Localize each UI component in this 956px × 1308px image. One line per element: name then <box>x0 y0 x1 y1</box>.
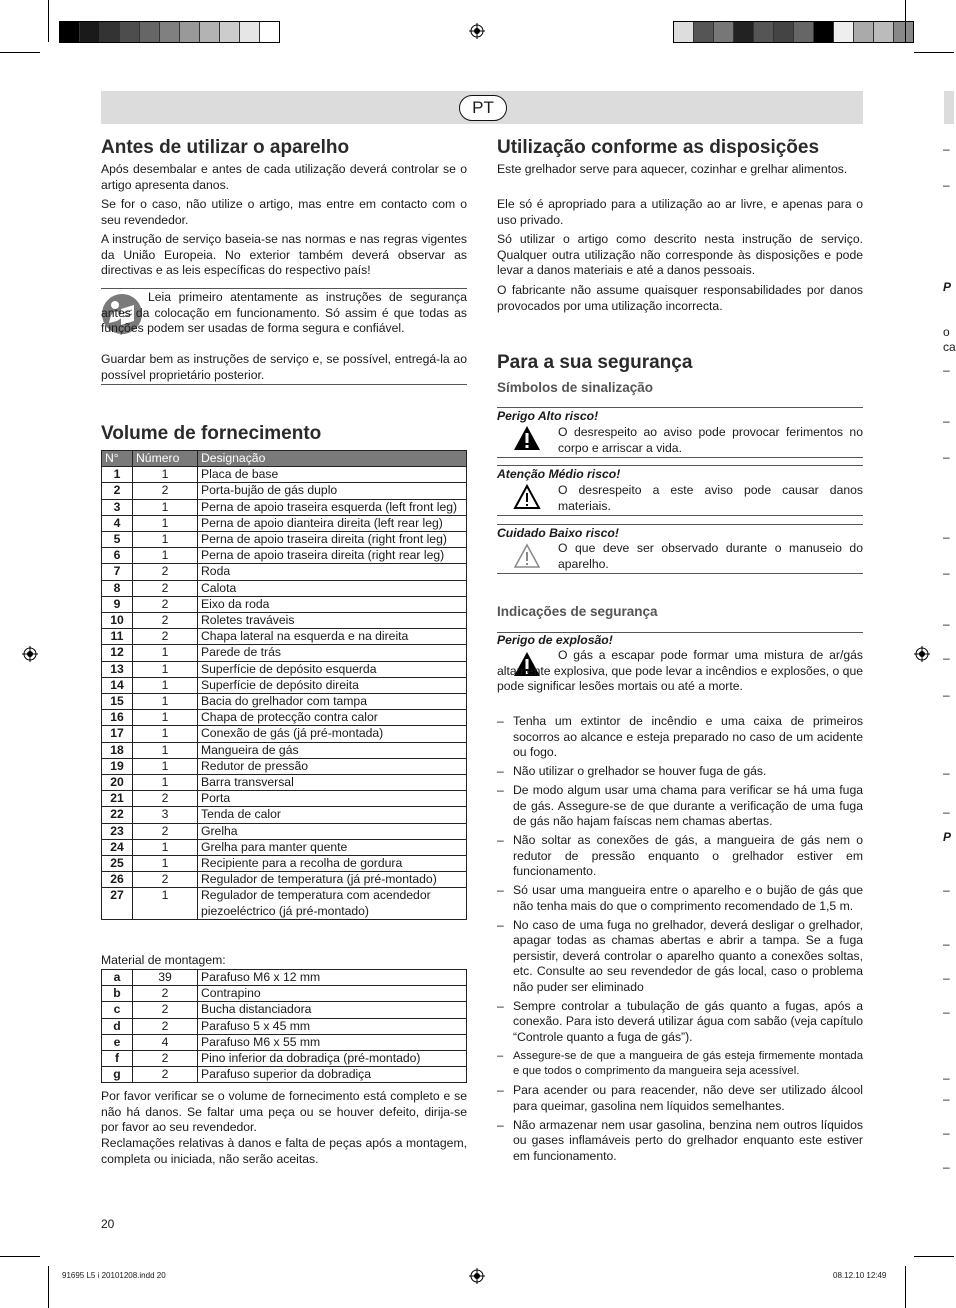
explosion-warning-text: O gás a escapar pode formar uma mistura de ar/gás altamente explosiva, que pode levar a incêndios e explosões, o que pode significar lesões mortais ou até a morte. <box>497 648 863 693</box>
warning-title-low: Cuidado Baixo risco! <box>497 526 619 540</box>
description-cell: Contrapino <box>198 986 467 1002</box>
quantity-cell: 1 <box>133 532 198 548</box>
item-number-cell: 8 <box>102 580 133 596</box>
list-item: – Assegure-se de que a mangueira de gás esteja firmemente montada e que todos o comprimento da mangueira seja acessível. <box>497 1049 863 1080</box>
quantity-cell: 2 <box>133 1002 198 1018</box>
item-number-cell: 9 <box>102 596 133 612</box>
quantity-cell: 1 <box>133 839 198 855</box>
registration-mark-icon <box>469 23 485 39</box>
divider <box>497 407 863 408</box>
quantity-cell: 1 <box>133 710 198 726</box>
description-cell: Parafuso 5 x 45 mm <box>198 1018 467 1034</box>
heading-before-use: Antes de utilizar o aparelho <box>101 137 350 158</box>
paragraph: Reclamações relativas à danos e falta de peças após a montagem, completa ou iniciada, não serão aceitas. <box>101 1136 467 1166</box>
page-number: 20 <box>101 1217 115 1231</box>
quantity-cell: 2 <box>133 629 198 645</box>
next-page-fragment: – <box>943 530 950 544</box>
item-number-cell: d <box>102 1018 133 1034</box>
quantity-cell: 2 <box>133 872 198 888</box>
table-row <box>102 483 467 499</box>
table-row <box>102 1002 467 1018</box>
item-number-cell: 14 <box>102 677 133 693</box>
next-page-fragment: – <box>943 142 950 156</box>
table-row <box>102 515 467 531</box>
registration-mark-icon <box>469 1268 485 1284</box>
quantity-cell: 2 <box>133 564 198 580</box>
table-row <box>102 1067 467 1083</box>
registration-mark-icon <box>914 646 930 662</box>
paragraph: Por favor verificar se o volume de fornecimento está completo e se não há danos. Se faltar uma peça ou se houver defeito, dirija-se por favor ao seu revendedor. <box>101 1089 467 1134</box>
next-page-fragment: – <box>943 651 950 665</box>
item-number-cell: 3 <box>102 499 133 515</box>
item-number-cell: 11 <box>102 629 133 645</box>
quantity-cell: 1 <box>133 742 198 758</box>
description-cell: Parede de trás <box>198 645 467 661</box>
warning-title-medium: Atenção Médio risco! <box>497 467 621 481</box>
table-row <box>102 986 467 1002</box>
divider <box>497 515 863 516</box>
paragraph: Só utilizar o artigo como descrito nesta instrução de serviço. Qualquer outra utilização não corresponde às disposições e pode levar a danos materiais e até a danos pessoais. <box>497 232 863 277</box>
description-cell: Conexão de gás (já pré-montada) <box>198 726 467 742</box>
warning-title-high: Perigo Alto risco! <box>497 409 599 423</box>
crop-mark <box>0 52 40 53</box>
table-row <box>102 758 467 774</box>
description-cell: Parafuso superior da dobradiça <box>198 1067 467 1083</box>
next-page-fragment: – <box>943 1092 950 1106</box>
header-bar-next-page <box>944 91 954 124</box>
paragraph: Este grelhador serve para aquecer, cozinhar e grelhar alimentos. <box>497 162 848 176</box>
description-cell: Porta-bujão de gás duplo <box>198 483 467 499</box>
description-cell: Perna de apoio dianteira direita (left rear leg) <box>198 515 467 531</box>
next-page-fragment: – <box>943 1071 950 1085</box>
table-row <box>102 629 467 645</box>
subheading-safety-notes: Indicações de segurança <box>497 604 658 619</box>
material-label: Material de montagem: <box>101 953 226 967</box>
description-cell: Perna de apoio traseira direita (right rear leg) <box>198 548 467 564</box>
description-cell: Grelha <box>198 823 467 839</box>
table-row <box>102 548 467 564</box>
footer-date: 08.12.10 12:49 <box>833 1271 887 1280</box>
table-row <box>102 1051 467 1067</box>
table-row <box>102 970 467 986</box>
crop-mark <box>905 1266 906 1308</box>
description-cell: Roletes traváveis <box>198 613 467 629</box>
quantity-cell: 2 <box>133 596 198 612</box>
item-number-cell: 15 <box>102 694 133 710</box>
quantity-cell: 1 <box>133 758 198 774</box>
description-cell: Barra transversal <box>198 775 467 791</box>
paragraph: O fabricante não assume quaisquer responsabilidades por danos provocados por uma utilização incorrecta. <box>497 283 863 313</box>
quantity-cell: 2 <box>133 986 198 1002</box>
table-row <box>102 726 467 742</box>
quantity-cell: 2 <box>133 1067 198 1083</box>
divider <box>497 524 863 525</box>
quantity-cell: 1 <box>133 645 198 661</box>
description-cell: Perna de apoio traseira direita (right front leg) <box>198 532 467 548</box>
table-row <box>102 645 467 661</box>
next-page-fragment: – <box>943 937 950 951</box>
item-number-cell: a <box>102 970 133 986</box>
quantity-cell: 1 <box>133 661 198 677</box>
description-cell: Redutor de pressão <box>198 758 467 774</box>
list-item: – Tenha um extintor de incêndio e uma caixa de primeiros socorros ao alcance e esteja preparado no caso de um acidente ou fogo. <box>497 714 863 761</box>
table-row <box>102 596 467 612</box>
description-cell: Placa de base <box>198 467 467 483</box>
crop-mark <box>48 1266 49 1308</box>
description-cell: Bucha distanciadora <box>198 1002 467 1018</box>
description-cell: Chapa lateral na esquerda e na direita <box>198 629 467 645</box>
table-row <box>102 839 467 855</box>
subheading-signal-symbols: Símbolos de sinalização <box>497 380 654 395</box>
quantity-cell: 1 <box>133 888 198 919</box>
description-cell: Mangueira de gás <box>198 742 467 758</box>
table-row <box>102 1018 467 1034</box>
next-page-fragment: – <box>943 688 950 702</box>
list-item: – Só usar uma mangueira entre o aparelho e o bujão de gás que não tenha mais do que o comprimento recomendado de 1,5 m. <box>497 883 863 914</box>
item-number-cell: f <box>102 1051 133 1067</box>
description-cell: Calota <box>198 580 467 596</box>
next-page-fragment: – <box>943 363 950 377</box>
registration-mark-icon <box>22 646 38 662</box>
table-row <box>102 499 467 515</box>
item-number-cell: 2 <box>102 483 133 499</box>
quantity-cell: 2 <box>133 613 198 629</box>
note-read-instructions: Leia primeiro atentamente as instruções de segurança antes da colocação em funcionamento. Só assim é que todas as funções podem ser usadas de forma segura e confiável. <box>101 290 467 335</box>
item-number-cell: 10 <box>102 613 133 629</box>
quantity-cell: 1 <box>133 467 198 483</box>
table-row <box>102 661 467 677</box>
table-row <box>102 742 467 758</box>
description-cell: Regulador de temperatura (já pré-montado) <box>198 872 467 888</box>
quantity-cell: 2 <box>133 1018 198 1034</box>
crop-mark <box>905 0 906 42</box>
next-page-fragment: – <box>943 766 950 780</box>
table-row <box>102 677 467 693</box>
list-item: – No caso de uma fuga no grelhador, deverá desligar o grelhador, apagar todas as chamas abertas e abrir a tampa. Se a fuga persistir, deverá controlar o aparelho quanto a conexões soltas, etc. Consulte ao seu revendedor de gás local, caso o problema não puder ser eliminado <box>497 918 863 996</box>
item-number-cell: 7 <box>102 564 133 580</box>
next-page-fragment: – <box>943 1126 950 1140</box>
quantity-cell: 1 <box>133 775 198 791</box>
description-cell: Perna de apoio traseira esquerda (left front leg) <box>198 499 467 515</box>
quantity-cell: 1 <box>133 548 198 564</box>
table-row <box>102 775 467 791</box>
description-cell: Pino inferior da dobradiça (pré-montado) <box>198 1051 467 1067</box>
next-page-fragment: – <box>943 971 950 985</box>
footer-file-info: 91695 L5 i 20101208.indd 20 <box>62 1271 166 1280</box>
item-number-cell: e <box>102 1034 133 1050</box>
table-row <box>102 694 467 710</box>
item-number-cell: 27 <box>102 888 133 919</box>
quantity-cell: 2 <box>133 483 198 499</box>
table-row <box>102 856 467 872</box>
table-row <box>102 1034 467 1050</box>
warning-text-low: O que deve ser observado durante o manuseio do aparelho. <box>558 541 863 571</box>
notice-triangle-icon <box>512 542 542 570</box>
description-cell: Grelha para manter quente <box>198 839 467 855</box>
item-number-cell: b <box>102 986 133 1002</box>
quantity-cell: 2 <box>133 580 198 596</box>
table-row <box>102 564 467 580</box>
paragraph: A instrução de serviço baseia-se nas normas e nas regras vigentes da União Europeia. No exterior também deverá observar as directivas e as leis específicas do respectivo país! <box>101 232 467 277</box>
quantity-cell: 1 <box>133 694 198 710</box>
list-item: – Não utilizar o grelhador se houver fuga de gás. <box>497 764 863 780</box>
item-number-cell: 23 <box>102 823 133 839</box>
column-header: Número <box>133 451 198 467</box>
table-row <box>102 613 467 629</box>
table-row <box>102 710 467 726</box>
item-number-cell: 17 <box>102 726 133 742</box>
next-page-fragment: – <box>943 566 950 580</box>
item-number-cell: 16 <box>102 710 133 726</box>
item-number-cell: 13 <box>102 661 133 677</box>
crop-mark <box>914 52 954 53</box>
column-header: Designação <box>198 451 467 467</box>
parts-table <box>101 450 467 920</box>
next-page-fragment: – <box>943 883 950 897</box>
item-number-cell: 26 <box>102 872 133 888</box>
item-number-cell: 25 <box>102 856 133 872</box>
next-page-fragment: o <box>943 325 950 339</box>
quantity-cell: 3 <box>133 807 198 823</box>
item-number-cell: 24 <box>102 839 133 855</box>
description-cell: Superfície de depósito esquerda <box>198 661 467 677</box>
item-number-cell: 4 <box>102 515 133 531</box>
item-number-cell: 6 <box>102 548 133 564</box>
table-row <box>102 580 467 596</box>
list-item: – Não armazenar nem usar gasolina, benzina nem outros líquidos ou gases inflamáveis perto do grelhador enquanto este estiver em funcionamento. <box>497 1118 863 1165</box>
table-row <box>102 888 467 919</box>
list-item: – Para acender ou para reacender, não deve ser utilizado álcool para queimar, gasolina nem líquidos semelhantes. <box>497 1083 863 1114</box>
heading-intended-use: Utilização conforme as disposições <box>497 137 820 158</box>
description-cell: Superfície de depósito direita <box>198 677 467 693</box>
column-header: N° <box>102 451 133 467</box>
description-cell: Porta <box>198 791 467 807</box>
quantity-cell: 1 <box>133 726 198 742</box>
description-cell: Parafuso M6 x 12 mm <box>198 970 467 986</box>
table-row <box>102 467 467 483</box>
color-bar-left <box>59 21 280 43</box>
crop-mark <box>914 1256 954 1257</box>
danger-triangle-icon <box>512 424 542 452</box>
next-page-fragment: – <box>943 1005 950 1019</box>
item-number-cell: 21 <box>102 791 133 807</box>
list-item: – Não soltar as conexões de gás, a mangueira de gás nem o redutor de pressão enquanto o grelhador estiver em funcionamento. <box>497 833 863 880</box>
item-number-cell: 5 <box>102 532 133 548</box>
next-page-fragment: – <box>943 1160 950 1174</box>
item-number-cell: 12 <box>102 645 133 661</box>
description-cell: Chapa de protecção contra calor <box>198 710 467 726</box>
paragraph: Ele só é apropriado para a utilização ao ar livre, e apenas para o uso privado. <box>497 197 863 227</box>
item-number-cell: 22 <box>102 807 133 823</box>
item-number-cell: 1 <box>102 467 133 483</box>
safety-bullet-list <box>497 714 863 1168</box>
warning-text-high: O desrespeito ao aviso pode provocar ferimentos no corpo e arriscar a vida. <box>558 425 863 455</box>
item-number-cell: c <box>102 1002 133 1018</box>
divider <box>497 457 863 458</box>
description-cell: Recipiente para a recolha de gordura <box>198 856 467 872</box>
quantity-cell: 2 <box>133 823 198 839</box>
description-cell: Tenda de calor <box>198 807 467 823</box>
item-number-cell: g <box>102 1067 133 1083</box>
note-keep-instructions: Guardar bem as instruções de serviço e, se possível, entregá-la ao possível proprietário posterior. <box>101 352 467 382</box>
color-bar-right <box>673 21 914 43</box>
table-row <box>102 807 467 823</box>
description-cell: Parafuso M6 x 55 mm <box>198 1034 467 1050</box>
table-row <box>102 823 467 839</box>
crop-mark <box>0 1256 40 1257</box>
language-badge: PT <box>459 95 507 121</box>
heading-your-safety: Para a sua segurança <box>497 352 693 373</box>
caution-triangle-icon <box>512 483 542 511</box>
heading-delivery-scope: Volume de fornecimento <box>101 423 322 444</box>
divider <box>101 384 467 385</box>
materials-table <box>101 969 467 1083</box>
next-page-fragment: – <box>943 414 950 428</box>
divider <box>497 465 863 466</box>
quantity-cell: 1 <box>133 856 198 872</box>
description-cell: Eixo da roda <box>198 596 467 612</box>
description-cell: Regulador de temperatura com acendedor piezoeléctrico (já pré-montado) <box>198 888 467 919</box>
item-number-cell: 20 <box>102 775 133 791</box>
next-page-fragment: P <box>943 280 952 294</box>
next-page-fragment: – <box>943 178 950 192</box>
list-item: – De modo algum usar uma chama para verificar se há uma fuga de gás. Assegure-se de que durante a verificação de uma fuga de gás não hajam faíscas nem chamas abertas. <box>497 783 863 830</box>
quantity-cell: 1 <box>133 499 198 515</box>
explosion-warning-title: Perigo de explosão! <box>497 633 613 647</box>
quantity-cell: 1 <box>133 677 198 693</box>
list-item: – Sempre controlar a tubulação de gás quanto a fugas, após a conexão. Para isto deverá utilizar água com sabão (veja capítulo “Controle quanto a fuga de gás”). <box>497 999 863 1046</box>
item-number-cell: 19 <box>102 758 133 774</box>
quantity-cell: 2 <box>133 1051 198 1067</box>
paragraph: Se for o caso, não utilize o artigo, mas entre em contacto com o seu revendedor. <box>101 197 467 227</box>
crop-mark <box>48 0 49 42</box>
divider <box>101 288 467 289</box>
table-header-row <box>102 451 467 467</box>
quantity-cell: 39 <box>133 970 198 986</box>
description-cell: Roda <box>198 564 467 580</box>
table-row <box>102 872 467 888</box>
quantity-cell: 2 <box>133 791 198 807</box>
divider <box>497 573 863 574</box>
table-row <box>102 791 467 807</box>
next-page-fragment: ca <box>943 340 956 354</box>
description-cell: Bacia do grelhador com tampa <box>198 694 467 710</box>
paragraph: Após desembalar e antes de cada utilização deverá controlar se o artigo apresenta danos. <box>101 162 467 192</box>
next-page-fragment: – <box>943 617 950 631</box>
item-number-cell: 18 <box>102 742 133 758</box>
next-page-fragment: – <box>943 450 950 464</box>
next-page-fragment: – <box>943 805 950 819</box>
table-row <box>102 532 467 548</box>
next-page-fragment: P <box>943 830 952 844</box>
quantity-cell: 4 <box>133 1034 198 1050</box>
warning-text-medium: O desrespeito a este aviso pode causar danos materiais. <box>558 483 863 513</box>
quantity-cell: 1 <box>133 515 198 531</box>
